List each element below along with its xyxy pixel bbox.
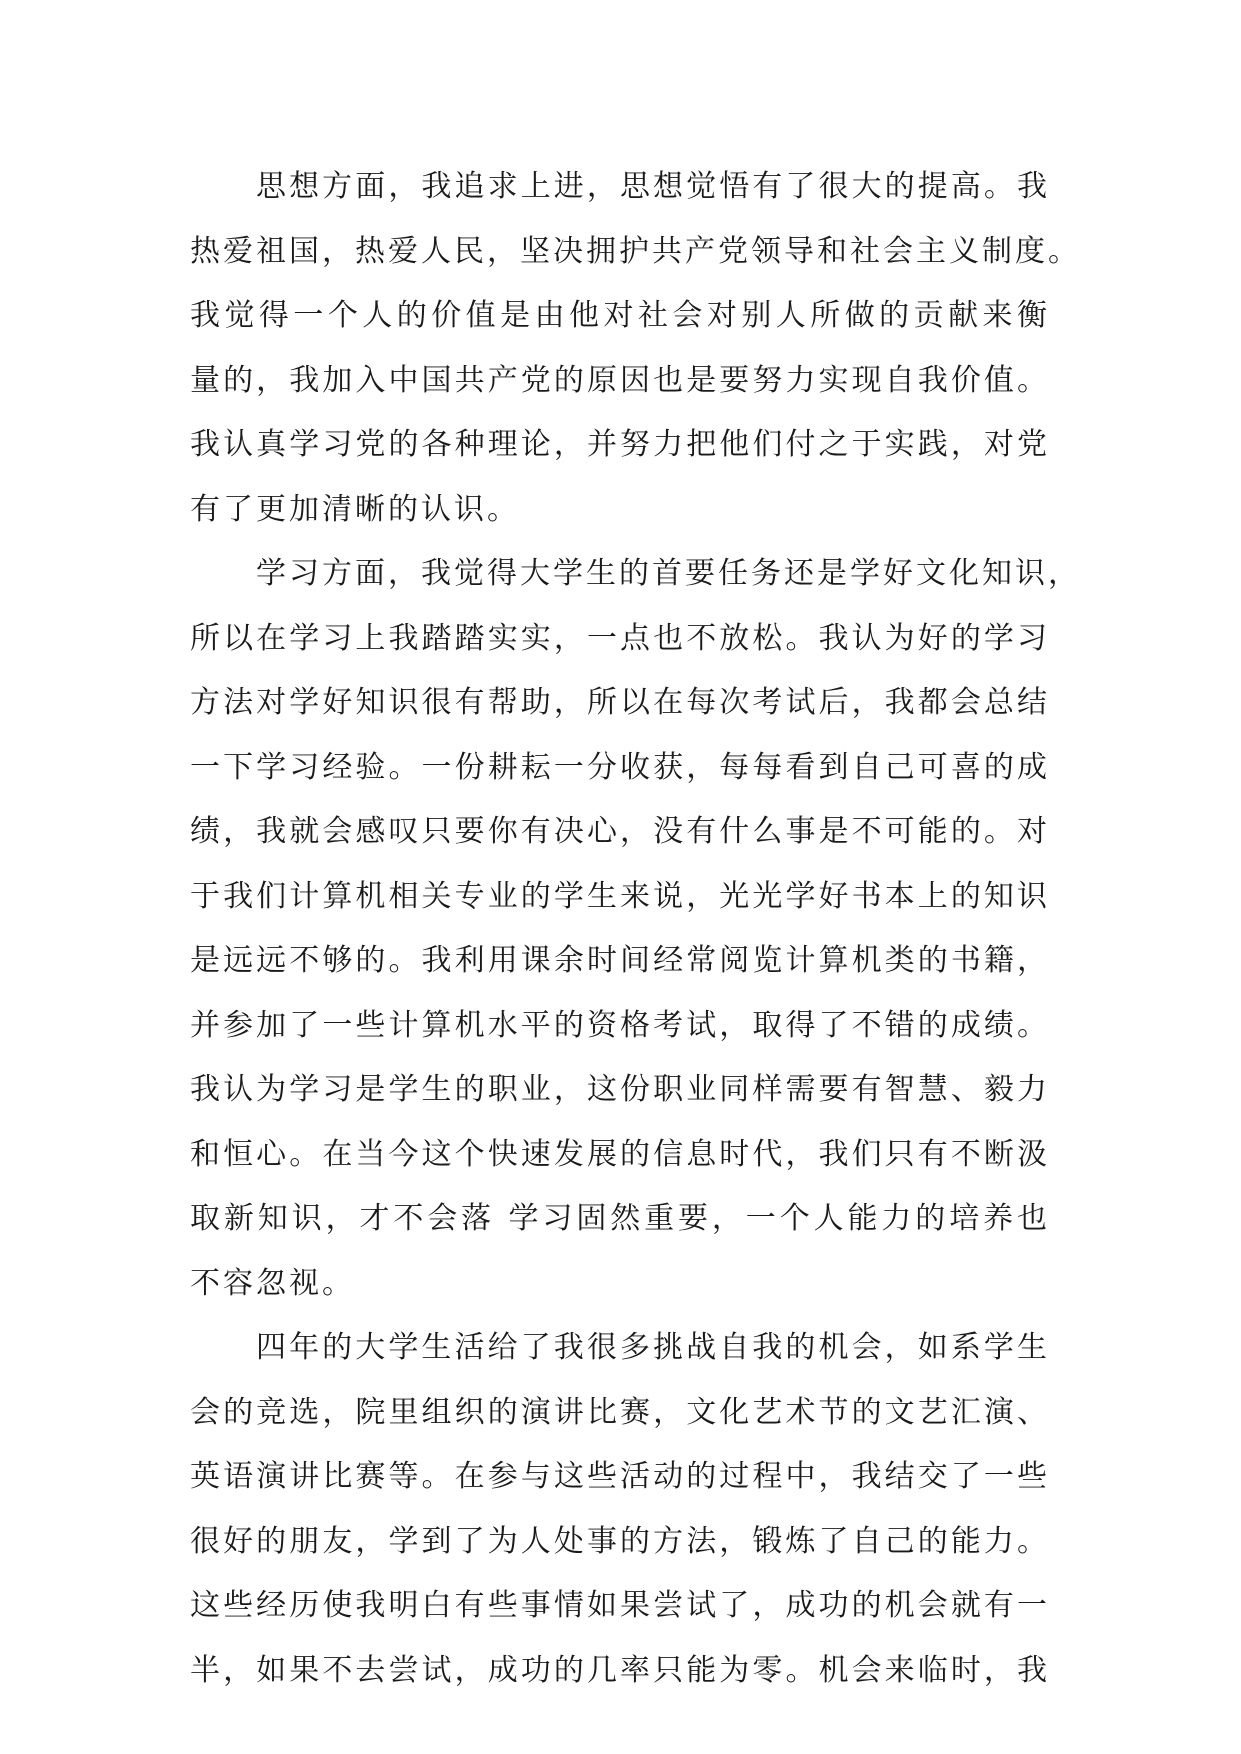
text-line: 我觉得一个人的价值是由他对社会对别人所做的贡献来衡 [190,298,1050,333]
text-line: 我认真学习党的各种理论，并努力把他们付之于实践，对党 [190,427,1050,462]
document-body [190,155,1081,1703]
text-line: 半，如果不去尝试，成功的几率只能为零。机会来临时，我 [190,1652,1050,1688]
text-line: 方法对学好知识很有帮助，所以在每次考试后，我都会总结 [190,685,1050,720]
text-line: 是远远不够的。我利用课余时间经常阅览计算机类的书籍， [190,943,1050,978]
text-line: 这些经历使我明白有些事情如果尝试了，成功的机会就有一 [190,1588,1050,1623]
paragraph-study [190,542,1081,1316]
text-line: 有了更加清晰的认识。 [190,491,520,527]
paragraph-activities [190,1316,1050,1703]
text-line: 不容忽视。 [190,1265,355,1301]
text-line: 所以在学习上我踏踏实实，一点也不放松。我认为好的学习 [190,620,1050,656]
text-line: 思想方面，我追求上进，思想觉悟有了很大的提高。我 [256,169,1050,204]
text-line: 和恒心。在当今这个快速发展的信息时代，我们只有不断汲 [190,1136,1050,1172]
text-line: 并参加了一些计算机水平的资格考试，取得了不错的成绩。 [190,1007,1050,1043]
text-line: 热爱祖国，热爱人民，坚决拥护共产党领导和社会主义制度。 [190,233,1081,269]
text-line: 于我们计算机相关专业的学生来说，光光学好书本上的知识 [190,878,1050,914]
text-line: 量的，我加入中国共产党的原因也是要努力实现自我价值。 [190,362,1050,398]
text-line: 一下学习经验。一份耕耘一分收获，每每看到自己可喜的成 [190,749,1050,785]
paragraph-thought [190,155,1081,542]
text-line: 四年的大学生活给了我很多挑战自我的机会，如系学生 [256,1330,1050,1365]
text-line: 会的竞选，院里组织的演讲比赛，文化艺术节的文艺汇演、 [190,1394,1050,1430]
text-line: 学习方面，我觉得大学生的首要任务还是学好文化知识， [256,556,1081,591]
text-line: 绩，我就会感叹只要你有决心，没有什么事是不可能的。对 [190,814,1050,849]
text-line: 取新知识，才不会落 学习固然重要，一个人能力的培养也 [190,1201,1050,1236]
text-line: 很好的朋友，学到了为人处事的方法，锻炼了自己的能力。 [190,1523,1050,1559]
text-line: 我认为学习是学生的职业，这份职业同样需要有智慧、毅力 [190,1072,1050,1107]
text-line: 英语演讲比赛等。在参与这些活动的过程中，我结交了一些 [190,1459,1050,1494]
